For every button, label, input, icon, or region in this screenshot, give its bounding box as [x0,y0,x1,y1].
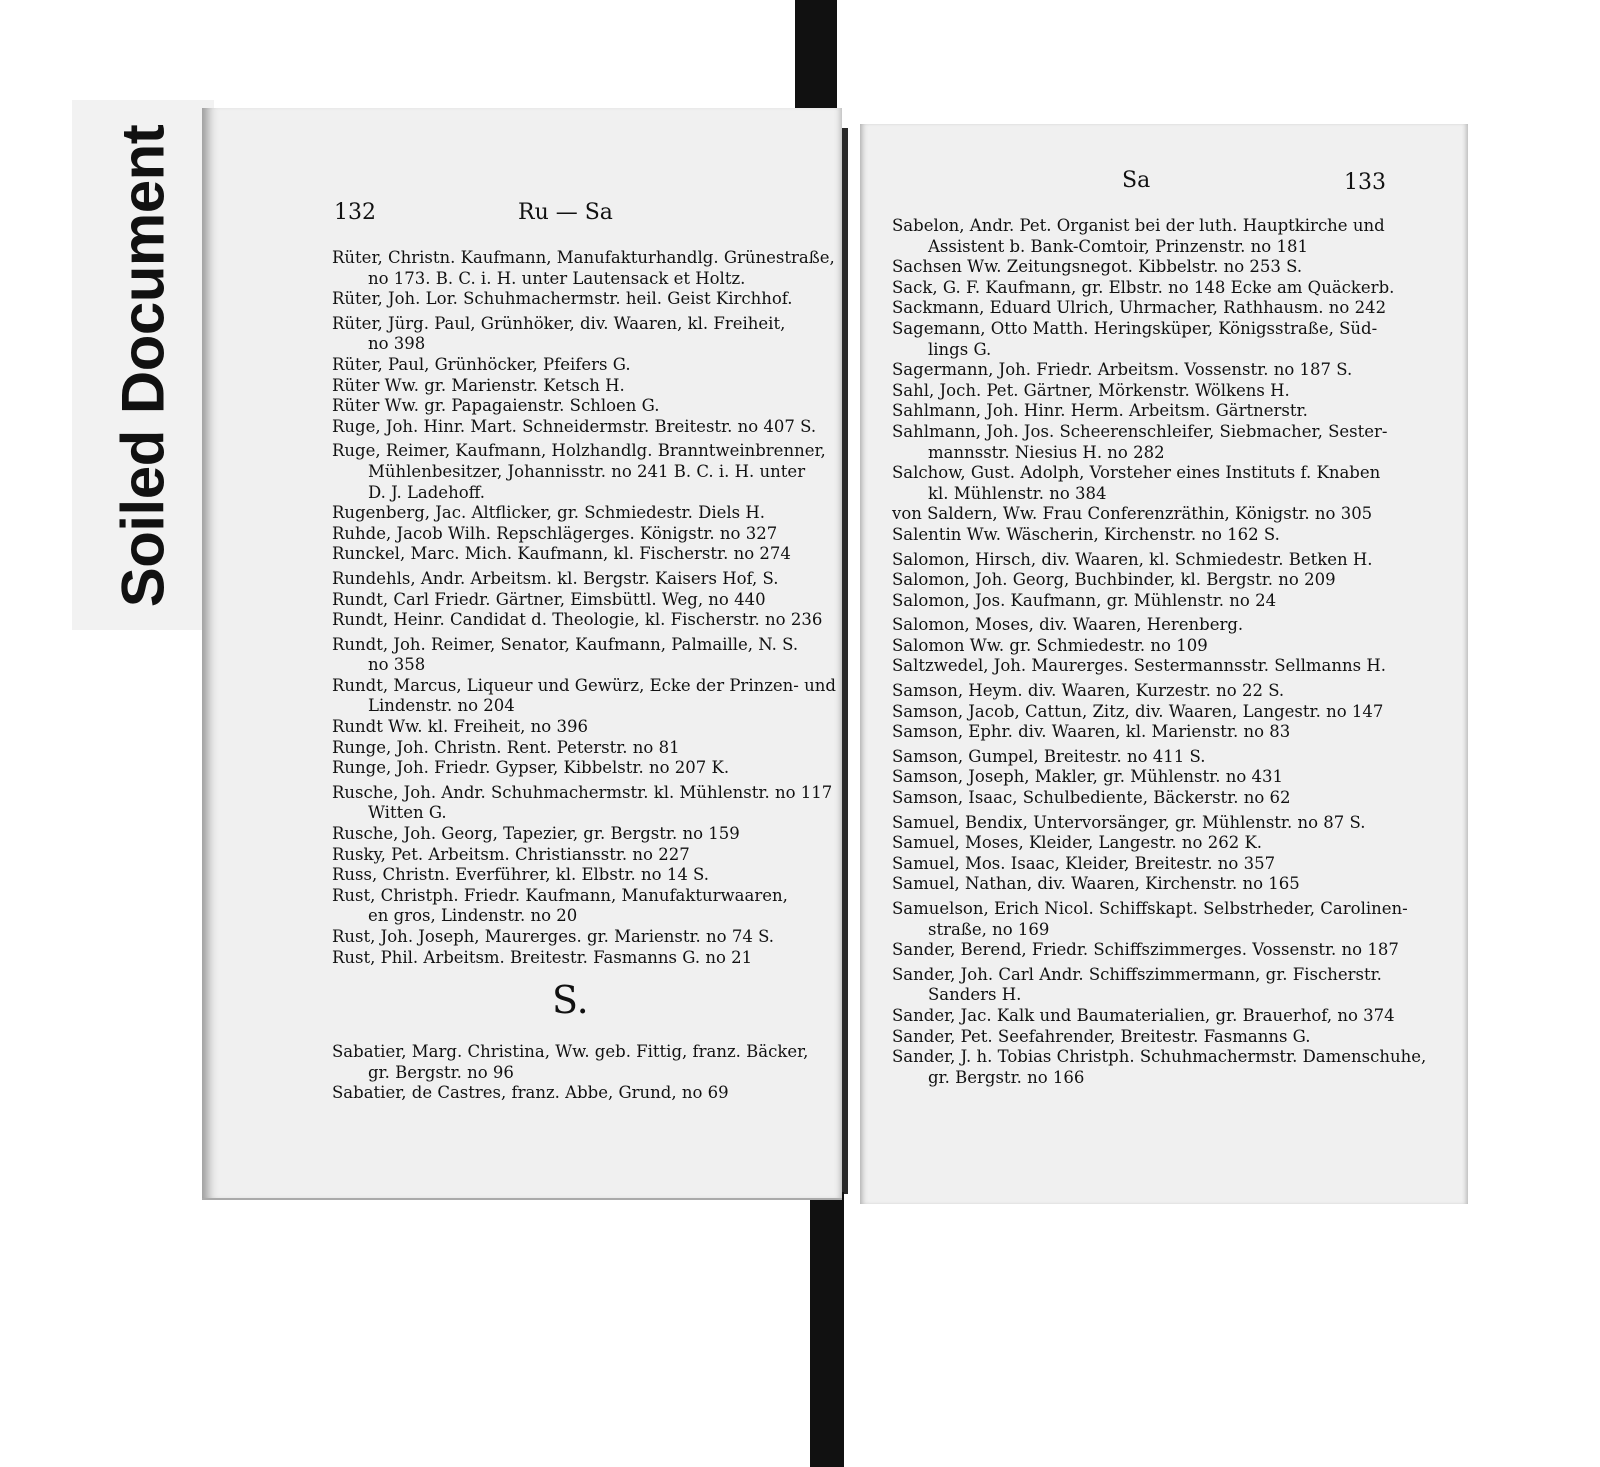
entry-line: Samuel, Mos. Isaac, Kleider, Breitestr. no 357 [892,853,1276,873]
entry-line: no 173. B. C. i. H. unter Lautensack et Holtz. [368,268,746,288]
entry-line: von Saldern, Ww. Frau Conferenzräthin, Königstr. no 305 [892,504,1373,524]
entry-line: Rüter, Paul, Grünhöcker, Pfeifers G. [332,354,631,374]
entry-line: Rust, Joh. Joseph, Maurerges. gr. Marienstr. no 74 S. [332,927,775,946]
entry-line: Rugenberg, Jac. Altflicker, gr. Schmiedestr. Diels H. [332,503,765,523]
entry-line: Rüter Ww. gr. Papagaienstr. Schloen G. [332,396,660,416]
entry-line: Sander, Joh. Carl Andr. Schiffszimmermann, gr. Fischerstr. [892,964,1382,984]
right-running-head: Sa [1122,168,1151,193]
left-entries-s [332,1042,808,1104]
entry-line: Sachsen Ww. Zeitungsnegot. Kibbelstr. no 253 S. [892,257,1303,277]
right-page-number: 133 [1344,170,1386,195]
entry-line: Ruge, Joh. Hinr. Mart. Schneidermstr. Breitestr. no 407 S. [332,416,817,436]
entry-line: kl. Mühlenstr. no 384 [928,483,1107,503]
entry-line: Samson, Ephr. div. Waaren, kl. Marienstr. no 83 [892,722,1291,742]
entry-line: Rusche, Joh. Georg, Tapezier, gr. Bergstr. no 159 [332,824,740,844]
entry-line: Rüter, Jürg. Paul, Grünhöker, div. Waaren, kl. Freiheit, [332,313,786,333]
entry-line: Sack, G. F. Kaufmann, gr. Elbstr. no 148 Ecke am Quäckerb. [892,277,1395,297]
entry-line: Lindenstr. no 204 [368,696,515,716]
entry-line: Samson, Joseph, Makler, gr. Mühlenstr. no 431 [892,767,1284,787]
entry-line: Rundt, Joh. Reimer, Senator, Kaufmann, Palmaille, N. S. [332,634,799,654]
entry-line: Salomon, Jos. Kaufmann, gr. Mühlenstr. no 24 [892,590,1277,610]
left-entries [332,248,836,968]
spine-bottom [810,1192,844,1467]
entry-line: Salomon, Joh. Georg, Buchbinder, kl. Bergstr. no 209 [892,570,1336,590]
entry-line: Salomon, Moses, div. Waaren, Herenberg. [892,615,1244,635]
entry-line: gr. Bergstr. no 166 [928,1067,1085,1087]
entry-line: Runckel, Marc. Mich. Kaufmann, kl. Fischerstr. no 274 [332,544,791,564]
entry-line: Runge, Joh. Friedr. Gypser, Kibbelstr. no 207 K. [332,758,730,778]
entry-line: Samuel, Nathan, div. Waaren, Kirchenstr. no 165 [892,874,1300,894]
entry-line: Rundt Ww. kl. Freiheit, no 396 [332,717,588,737]
left-page-number: 132 [334,200,376,225]
entry-line: Sahlmann, Joh. Jos. Scheerenschleifer, Siebmacher, Sester- [892,421,1388,441]
entry-line: Sander, Berend, Friedr. Schiffszimmerges. Vossenstr. no 187 [892,940,1399,960]
entry-line: Ruhde, Jacob Wilh. Repschlägerges. Königstr. no 327 [332,523,778,543]
entry-line: Sander, J. h. Tobias Christph. Schuhmachermstr. Damenschuhe, [892,1047,1427,1067]
entry-line: no 398 [368,334,426,354]
entry-line: Rundt, Carl Friedr. Gärtner, Eimsbüttl. Weg, no 440 [332,589,766,609]
entry-line: Sahl, Joch. Pet. Gärtner, Mörkenstr. Wölkens H. [892,380,1290,400]
entry-line: straße, no 169 [928,919,1050,939]
entry-line: Mühlenbesitzer, Johannisstr. no 241 B. C. i. H. unter [368,461,806,481]
entry-line: Samson, Gumpel, Breitestr. no 411 S. [892,746,1206,766]
entry-line: Samuel, Bendix, Untervorsänger, gr. Mühlenstr. no 87 S. [892,812,1366,832]
entry-line: Rüter, Joh. Lor. Schuhmachermstr. heil. Geist Kirchhof. [332,289,793,309]
right-entries [892,216,1426,1088]
entry-line: Sabatier, de Castres, franz. Abbe, Grund, no 69 [332,1083,729,1103]
entry-line: Sagermann, Joh. Friedr. Arbeitsm. Vossenstr. no 187 S. [892,360,1353,380]
entry-line: Sanders H. [928,985,1022,1005]
entry-line: Salentin Ww. Wäscherin, Kirchenstr. no 162 S. [892,524,1280,544]
entry-line: Sagemann, Otto Matth. Heringsküper, Königsstraße, Süd- [892,318,1378,338]
entry-line: mannsstr. Niesius H. no 282 [928,442,1165,462]
left-running-head: Ru — Sa [518,200,613,225]
entry-line: Samuel, Moses, Kleider, Langestr. no 262 K. [892,833,1263,853]
entry-line: en gros, Lindenstr. no 20 [368,906,578,926]
entry-line: Sabatier, Marg. Christina, Ww. geb. Fittig, franz. Bäcker, [332,1042,809,1061]
entry-line: Assistent b. Bank-Comtoir, Prinzenstr. no 181 [928,236,1308,256]
entry-line: Rundt, Heinr. Candidat d. Theologie, kl. Fischerstr. no 236 [332,610,823,630]
entry-line: gr. Bergstr. no 96 [368,1062,514,1082]
entry-line: Rust, Christph. Friedr. Kaufmann, Manufakturwaaren, [332,885,788,905]
entry-line: Samson, Jacob, Cattun, Zitz, div. Waaren, Langestr. no 147 [892,701,1384,721]
entry-line: Rüter Ww. gr. Marienstr. Ketsch H. [332,375,625,395]
left-page [202,108,842,1200]
entry-line: Samson, Isaac, Schulbediente, Bäckerstr. no 62 [892,788,1291,808]
entry-line: Salchow, Gust. Adolph, Vorsteher eines Instituts f. Knaben [892,463,1381,483]
entry-line: Salomon Ww. gr. Schmiedestr. no 109 [892,635,1208,655]
entry-line: Rusche, Joh. Andr. Schuhmachermstr. kl. Mühlenstr. no 117 [332,782,833,802]
entry-line: lings G. [928,339,992,359]
section-letter: S. [552,978,589,1022]
entry-line: Samson, Heym. div. Waaren, Kurzestr. no 22 S. [892,681,1285,701]
entry-line: Witten G. [368,803,447,823]
entry-line: Sahlmann, Joh. Hinr. Herm. Arbeitsm. Gärtnerstr. [892,401,1308,421]
entry-line: Rundehls, Andr. Arbeitsm. kl. Bergstr. Kaisers Hof, S. [332,568,779,588]
right-page [860,124,1468,1204]
entry-line: D. J. Ladehoff. [368,482,486,502]
entry-line: Sabelon, Andr. Pet. Organist bei der luth. Hauptkirche und [892,216,1385,235]
entry-line: Samuelson, Erich Nicol. Schiffskapt. Selbstrheder, Carolinen- [892,899,1408,918]
entry-line: Saltzwedel, Joh. Maurerges. Sestermannsstr. Sellmanns H. [892,656,1386,676]
entry-line: Rusky, Pet. Arbeitsm. Christiansstr. no 227 [332,844,690,864]
entry-line: Rust, Phil. Arbeitsm. Breitestr. Fasmanns G. no 21 [332,947,753,967]
entry-line: Sander, Jac. Kalk und Baumaterialien, gr. Brauerhof, no 374 [892,1005,1395,1025]
entry-line: Rüter, Christn. Kaufmann, Manufakturhandlg. Grünestraße, [332,248,835,267]
entry-line: Rundt, Marcus, Liqueur und Gewürz, Ecke der Prinzen- und [332,675,836,695]
soiled-document-label: Soiled Document [109,124,177,608]
entry-line: Russ, Christn. Everführer, kl. Elbstr. no 14 S. [332,865,710,885]
entry-line: no 358 [368,655,426,675]
entry-line: Sander, Pet. Seefahrender, Breitestr. Fasmanns G. [892,1026,1311,1046]
entry-line: Ruge, Reimer, Kaufmann, Holzhandlg. Branntweinbrenner, [332,441,826,461]
entry-line: Sackmann, Eduard Ulrich, Uhrmacher, Rathhausm. no 242 [892,298,1387,318]
entry-line: Salomon, Hirsch, div. Waaren, kl. Schmiedestr. Betken H. [892,549,1373,569]
entry-line: Runge, Joh. Christn. Rent. Peterstr. no 81 [332,737,680,757]
